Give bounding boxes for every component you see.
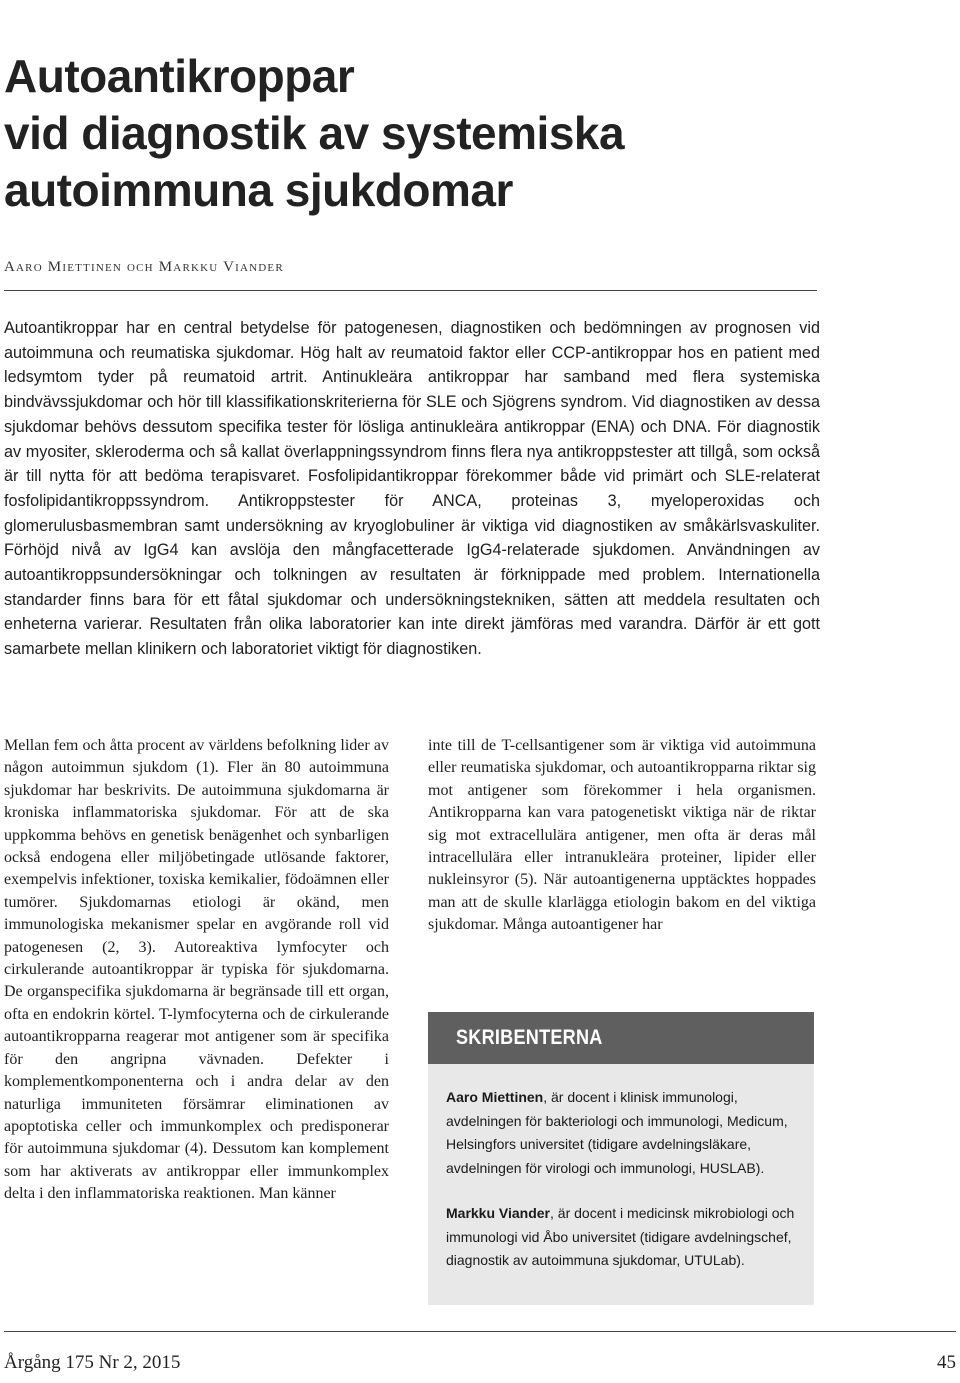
lead-sentence: Resultaten från olika laboratorier kan inte direkt jämföras med varandra. — [149, 615, 695, 634]
footer-divider — [4, 1331, 956, 1332]
header-divider — [4, 290, 817, 291]
article-title — [4, 48, 904, 219]
lead-sentence: Förhöjd nivå av IgG4 kan avslöja den mångfacetterade IgG4-relaterade sjukdomen. — [4, 541, 687, 560]
author-bio-2 — [446, 1202, 806, 1273]
title-line-2: vid diagnostik av systemiska — [4, 107, 625, 159]
title-line-1: Autoantikroppar — [4, 50, 355, 102]
lead-abstract — [4, 316, 820, 662]
lead-sentence: Internationella standarder finns bara för ett fåtal sjukdomar och undersökningstekniken, sätten att meddela resultaten och enheterna varierar. — [4, 566, 820, 634]
page-number: 45 — [937, 1352, 956, 1373]
author-description: , är docent i klinisk immunologi, avdelningen för bakteriologi och immunologi, Medicum, Helsingfors universitet (tidigare avdelningsläkare, avdelningen för virologi och immunologi, HUSLAB). — [446, 1089, 788, 1176]
author-bio-1 — [446, 1086, 806, 1180]
author-description: , är docent i medicinsk mikrobiologi och immunologi vid Åbo universitet (tidigare avdelningschef, diagnostik av autoimmuna sjukdomar, UTULab). — [446, 1205, 795, 1268]
authors-box — [428, 1012, 814, 1305]
lead-sentence: Antinukleära antikroppar har samband med flera systemiska bindvävssjukdomar och hör till klassifikationskriterierna för SLE och Sjögrens syndrom. — [4, 368, 820, 412]
lead-sentence: Antikroppstester för ANCA, proteinas 3, myeloperoxidas och glomerulusbasmembran samt undersökning av kryoglobuliner är viktiga vid diagnostiken av småkärlsvaskuliter. — [4, 491, 820, 535]
lead-sentence: Vid diagnostiken av dessa sjukdomar behövs dessutom specifika tester för lösliga antinukleära antikroppar (ENA) och DNA. — [4, 393, 820, 436]
lead-sentence: Hög halt av reumatoid faktor eller CCP-antikroppar hos en patient med ledsymtom tyder på reumatoid artrit. — [4, 343, 821, 387]
authors-box-header — [428, 1012, 814, 1064]
author-name: Markku Viander — [446, 1205, 551, 1221]
title-line-3: autoimmuna sjukdomar — [4, 164, 513, 216]
lead-sentence: Därför är ett gott samarbete mellan klinikern och laboratoriet viktigt för diagnostiken. — [4, 615, 820, 659]
lead-sentence: Autoantikroppar har en central betydelse för patogenesen, diagnostiken och bedömningen av prognosen vid autoimmuna och reumatiska sjukdomar. — [4, 319, 820, 362]
lead-sentence: För diagnostik av myositer, skleroderma och så kallat överlappningssyndrom finns flera nya antikroppstester att tillgå, som också är till nytta för att bedöma terapisvaret. — [4, 417, 820, 486]
body-column-right: inte till de T-cellsantigener som är viktiga vid autoimmuna eller reumatiska sjukdomar, och autoantikropparna riktar sig mot antigener som förekommer i hela organismen. Antikropparna kan vara patogenetiskt viktiga när de riktar sig mot extracellulära antigener, men ofta är deras mål intracellulära eller intranukleära proteiner, lipider eller nukleinsyror (5). När autoantigenerna upptäcktes hoppades man att de skulle klarlägga etiologin bakom en del viktiga sjukdomar. Många autoantigener har — [428, 737, 816, 934]
author-name: Aaro Miettinen — [446, 1089, 544, 1105]
lead-sentence: Fosfolipidantikroppar förekommer både vid primärt och SLE-relaterat fosfolipidantikroppssyndrom. — [4, 467, 821, 510]
body-column-left: Mellan fem och åtta procent av världens befolkning lider av någon autoimmun sjukdom (1). Fler än 80 autoimmuna sjukdomar har beskrivits. De autoimmuna sjukdomarna är kroniska inflammatoriska sjukdomar. För att de ska uppkomma behövs en genetisk benägenhet och synbarligen också endogena eller miljöbetingade utlösande faktorer, exempelvis infektioner, toxiska kemikalier, födoämnen eller tumörer. Sjukdomarnas etiologi är okänd, men immunologiska mekanismer spelar en avgörande roll vid patogenesen (2, 3). Autoreaktiva lymfocyter och cirkulerande autoantikroppar är typiska för sjukdomarna. De organspecifika sjukdomarna är begränsade till ett organ, ofta en endokrin körtel. T-lymfocyterna och de cirkulerande autoantikropparna reagerar mot antigener som är specifika för den angripna vävnaden. Defekter i komplementkomponenterna och i andra delar av den naturliga immuniteten försämrar eliminationen av apoptotiska celler och immunkomplex och predisponerar för autoimmuna sjukdomar (4). Dessutom kan komplement som har aktiverats av antikroppar eller immunkomplex delta i den inflammatoriska reaktionen. Man känner — [4, 737, 389, 1203]
authors-box-heading: SKRIBENTERNA — [456, 1026, 603, 1049]
issue-info: Årgång 175 Nr 2, 2015 — [4, 1352, 181, 1373]
lead-sentence: Användningen av autoantikroppsundersökningar och tolkningen av resultaten är förknippade med problem. — [4, 541, 820, 585]
author-byline: Aaro Miettinen och Markku Viander — [4, 259, 284, 275]
